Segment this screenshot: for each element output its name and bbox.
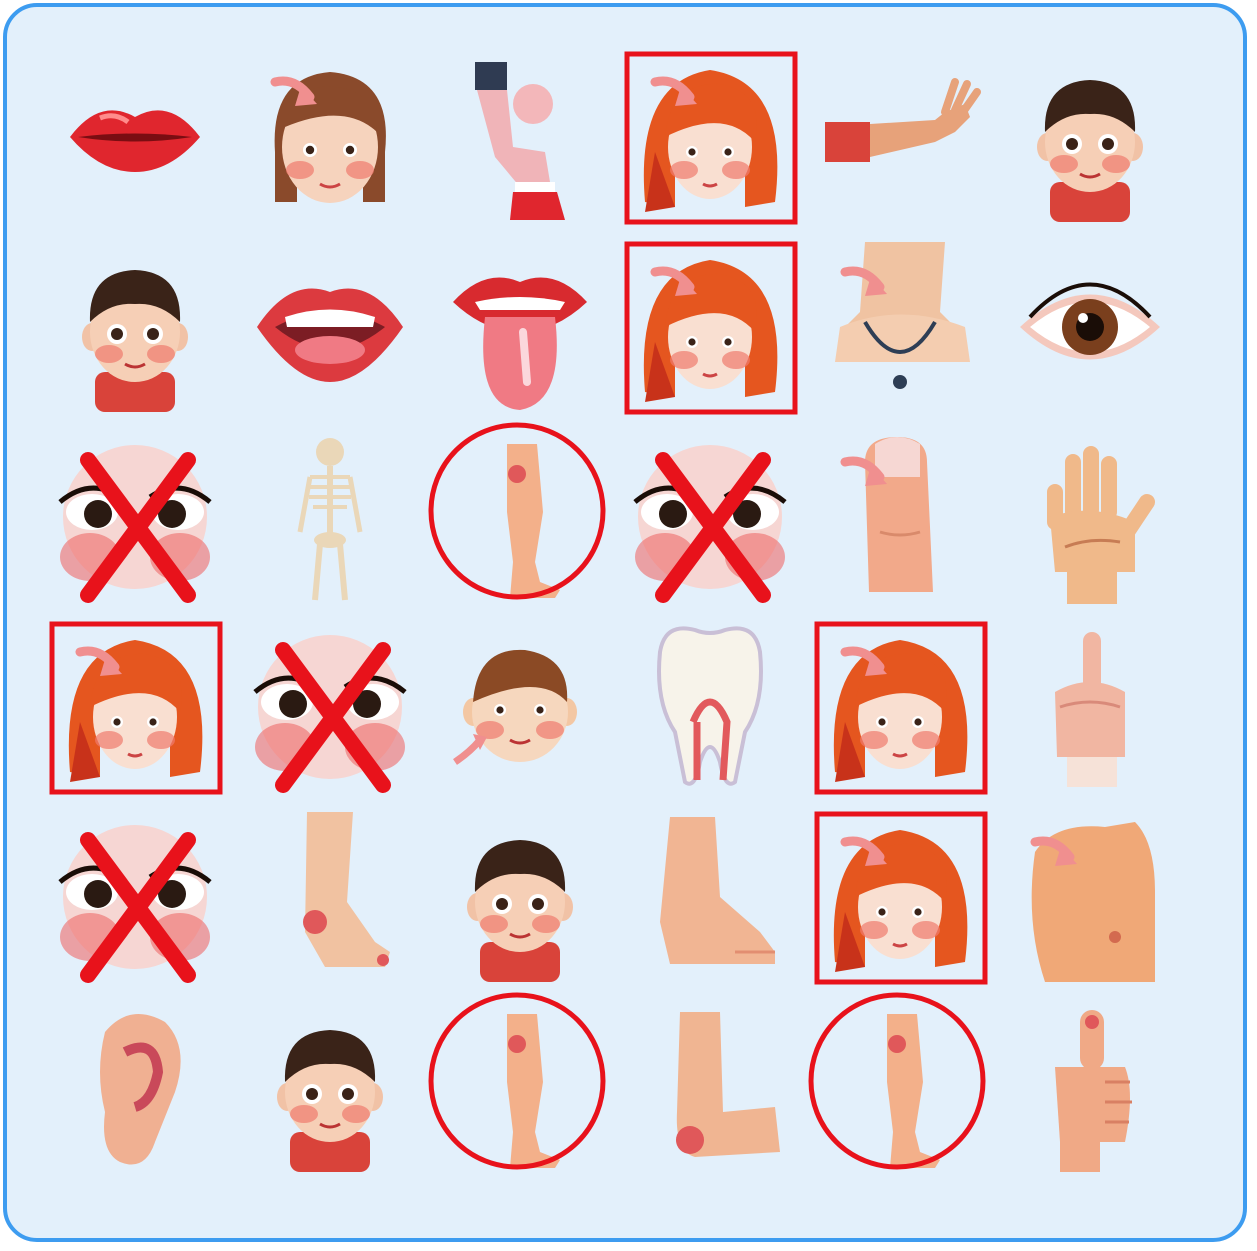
ear-icon	[40, 992, 230, 1182]
neck-icon	[805, 232, 995, 422]
girl-face-icon	[235, 42, 425, 232]
tile-tooth[interactable]	[615, 612, 805, 802]
tooth-icon	[615, 612, 805, 802]
tile-open-mouth[interactable]	[235, 232, 425, 422]
tile-boy-face[interactable]	[40, 232, 230, 422]
tile-redhair-face[interactable]	[615, 42, 805, 232]
tile-thumb-nail[interactable]	[805, 422, 995, 612]
eye-icon	[995, 232, 1185, 422]
tile-arm[interactable]	[805, 42, 995, 232]
cheek-face-icon	[425, 612, 615, 802]
palm-icon	[995, 422, 1185, 612]
tile-lips[interactable]	[40, 42, 230, 232]
square-mark-layer	[623, 240, 799, 416]
square-mark-layer	[48, 620, 224, 796]
tile-palm[interactable]	[995, 422, 1185, 612]
circle-mark-layer	[429, 426, 605, 602]
knee-icon	[425, 42, 615, 232]
tile-eyes-closeup[interactable]	[40, 422, 230, 612]
x-mark	[283, 650, 383, 785]
tile-ear[interactable]	[40, 992, 230, 1182]
x-mark-layer	[48, 430, 224, 606]
square-mark	[627, 244, 795, 412]
tile-redhair-face[interactable]	[805, 802, 995, 992]
arm-icon	[805, 42, 995, 232]
tile-thumbs-up[interactable]	[995, 992, 1185, 1182]
circle-mark	[431, 995, 603, 1167]
square-mark-layer	[813, 810, 989, 986]
tile-redhair-face[interactable]	[805, 612, 995, 802]
elbow-icon	[615, 992, 805, 1182]
tile-redhair-face[interactable]	[40, 612, 230, 802]
circle-mark-layer	[429, 996, 605, 1172]
square-mark	[52, 624, 220, 792]
tile-redhair-face[interactable]	[615, 232, 805, 422]
tile-leg[interactable]	[425, 992, 615, 1182]
boy-face-icon	[40, 232, 230, 422]
skeleton-icon	[235, 422, 425, 612]
tile-heel-foot[interactable]	[235, 802, 425, 992]
tile-neck[interactable]	[805, 232, 995, 422]
x-mark-layer	[243, 620, 419, 796]
square-mark-layer	[623, 50, 799, 226]
pointing-finger-icon	[995, 612, 1185, 802]
tile-tongue[interactable]	[425, 232, 615, 422]
x-mark-layer	[48, 810, 224, 986]
tile-eye[interactable]	[995, 232, 1185, 422]
shoulder-icon	[995, 802, 1185, 992]
x-mark	[88, 840, 188, 975]
boy-face-icon	[425, 802, 615, 992]
tile-foot[interactable]	[615, 802, 805, 992]
thumb-nail-icon	[805, 422, 995, 612]
boy-face-icon	[235, 992, 425, 1182]
x-mark	[88, 460, 188, 595]
tile-girl-face[interactable]	[235, 42, 425, 232]
tile-leg[interactable]	[805, 992, 995, 1182]
square-mark-layer	[813, 620, 989, 796]
tile-elbow[interactable]	[615, 992, 805, 1182]
open-mouth-icon	[235, 232, 425, 422]
heel-foot-icon	[235, 802, 425, 992]
x-mark	[663, 460, 763, 595]
circle-mark	[811, 995, 983, 1167]
tongue-icon	[425, 232, 615, 422]
tile-boy-face[interactable]	[995, 42, 1185, 232]
boy-face-icon	[995, 42, 1185, 232]
tile-knee[interactable]	[425, 42, 615, 232]
tile-skeleton[interactable]	[235, 422, 425, 612]
tile-eyes-closeup[interactable]	[615, 422, 805, 612]
square-mark	[817, 624, 985, 792]
x-mark-layer	[623, 430, 799, 606]
tile-pointing-finger[interactable]	[995, 612, 1185, 802]
tile-eyes-closeup[interactable]	[40, 802, 230, 992]
thumbs-up-icon	[995, 992, 1185, 1182]
square-mark	[817, 814, 985, 982]
square-mark	[627, 54, 795, 222]
circle-mark	[431, 425, 603, 597]
circle-mark-layer	[809, 996, 985, 1172]
foot-icon	[615, 802, 805, 992]
lips-icon	[40, 42, 230, 232]
tile-leg[interactable]	[425, 422, 615, 612]
tile-cheek-face[interactable]	[425, 612, 615, 802]
tile-eyes-closeup[interactable]	[235, 612, 425, 802]
tile-boy-face[interactable]	[235, 992, 425, 1182]
tile-boy-face[interactable]	[425, 802, 615, 992]
tile-shoulder[interactable]	[995, 802, 1185, 992]
